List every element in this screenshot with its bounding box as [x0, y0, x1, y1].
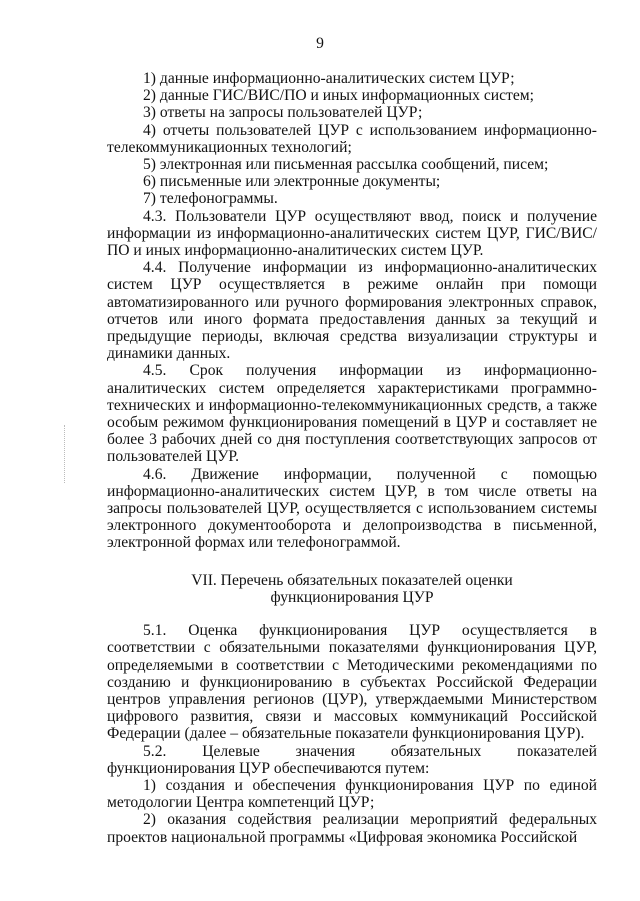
list-item-4: 4) отчеты пользователей ЦУР с использованием информационно-телекоммуникационных технологий;	[107, 121, 597, 156]
margin-scan-mark	[64, 425, 69, 483]
paragraph-4-4: 4.4. Получение информации из информационно-аналитических систем ЦУР осуществляется в режиме онлайн при помощи автоматизированного или ручного формирования электронных справок, отчетов или иного формата предоставления данных за текущий и предыдущие периоды, включая средства визуализации структуры и динамики данных.	[107, 259, 597, 363]
list-item-7: 7) телефонограммы.	[143, 190, 278, 208]
list-item-1: 1) данные информационно-аналитических систем ЦУР;	[143, 70, 515, 87]
list-item-5-2-1: 1) создания и обеспечения функционирования ЦУР по единой методологии Центра компетенций ЦУР;	[107, 776, 597, 812]
paragraph-5-2: 5.2. Целевые значения обязательных показателей функционирования ЦУР обеспечиваются путем:	[107, 742, 597, 777]
list-item-6: 6) письменные или электронные документы;	[143, 173, 441, 191]
page-number: 9	[316, 35, 324, 52]
section-heading-line-1: VII. Перечень обязательных показателей оценки	[191, 571, 513, 589]
section-heading	[107, 572, 597, 606]
document-body	[107, 70, 597, 846]
paragraph-4-6: 4.6. Движение информации, полученной с помощью информационно-аналитических систем ЦУР, в том числе ответы на запросы пользователей ЦУР, осуществляется с использованием системы электронного документооборота и делопроизводства в письменной, электронной формах или телефонограммой.	[107, 465, 597, 552]
section-heading-line-2: функционирования ЦУР	[270, 588, 434, 606]
paragraph-4-5: 4.5. Срок получения информации из информационно-аналитических систем определяется характеристиками программно-технических и информационно-телекоммуникационных средств, а также особым режимом функционирования помещений в ЦУР и составляет не более 3 рабочих дней со дня поступления соответствующих запросов от пользователей ЦУР.	[107, 362, 597, 466]
paragraph-4-3: 4.3. Пользователи ЦУР осуществляют ввод, поиск и получение информации из информационно-аналитических систем ЦУР, ГИС/ВИС/ПО и иных информационно-аналитических систем ЦУР.	[107, 207, 597, 260]
list-item-2: 2) данные ГИС/ВИС/ПО и иных информационных систем;	[143, 87, 534, 105]
list-item-5: 5) электронная или письменная рассылка сообщений, писем;	[143, 156, 549, 174]
list-item-5-2-2: 2) оказания содействия реализации мероприятий федеральных проектов национальной программы «Цифровая экономика Российской	[107, 811, 597, 846]
list-item-3: 3) ответы на запросы пользователей ЦУР;	[143, 104, 423, 122]
paragraph-5-1: 5.1. Оценка функционирования ЦУР осуществляется в соответствии с обязательными показателями функционирования ЦУР, определяемыми в соответствии с Методическими рекомендациями по созданию и функционированию в субъектах Российской Федерации центров управления регионов (ЦУР), утверждаемыми Министерством цифрового развития, связи и массовых коммуникаций Российской Федерации (далее – обязательные показатели функционирования ЦУР).	[107, 622, 597, 743]
